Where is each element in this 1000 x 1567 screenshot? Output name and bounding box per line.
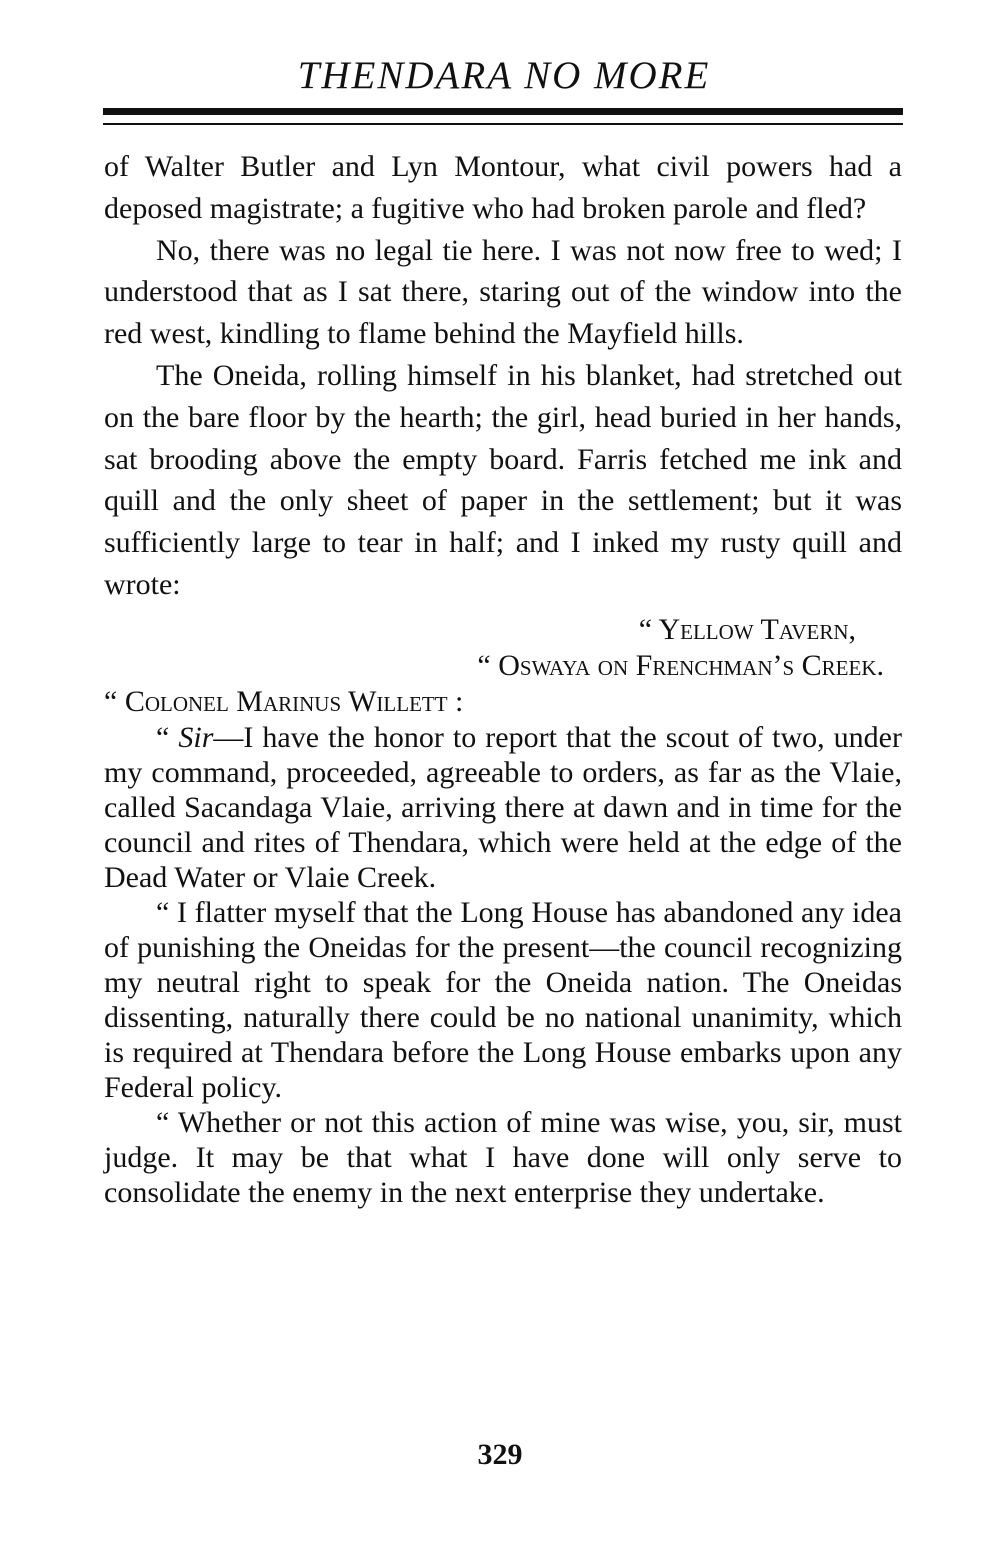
letter-paragraph: “ I flatter myself that the Long House has abandoned any idea of punishing the Oneidas for the present—the council recognizing my neutral right to speak for the Oneida nation. The Oneidas dissenting, naturally there could be no national unanimity, which is required at Thendara before the Long House embarks upon any Federal policy. <box>104 895 902 1104</box>
paragraph-continued: of Walter Butler and Lyn Montour, what civil powers had a deposed magistrate; a fugitive who had broken parole and fled? <box>104 150 902 225</box>
letter-paragraph <box>104 720 902 895</box>
letter-opening-word: Sir <box>178 720 214 754</box>
header-rule-thin <box>103 123 903 125</box>
page-body <box>104 146 902 1210</box>
letter-salutation: “ Colonel Marinus Willett : <box>104 684 464 718</box>
header-rule-thick <box>103 108 903 115</box>
letter-address-line-2: “ Oswaya on Frenchman’s Creek. <box>477 648 884 682</box>
letter-paragraph-text: —I have the honor to report that the scout of two, under my command, proceeded, agreeable to orders, as far as the Vlaie, called Sacandaga Vlaie, arriving there at dawn and in time for the council and rites of Thendara, which were held at the edge of the Dead Water or Vlaie Creek. <box>104 720 902 894</box>
opening-quote: “ <box>156 720 179 754</box>
letter-paragraph: “ Whether or not this action of mine was wise, you, sir, must judge. It may be that what I have done will only serve to consolidate the enemy in the next enterprise they undertake. <box>104 1105 902 1209</box>
letter-address-line-1: “ Yellow Tavern, <box>638 612 856 646</box>
paragraph: No, there was no legal tie here. I was not now free to wed; I understood that as I sat there, staring out of the window into the red west, kindling to flame behind the Mayfield hills. <box>104 233 902 351</box>
running-head-title: THENDARA NO MORE <box>297 54 711 97</box>
page-number: 329 <box>477 1438 523 1471</box>
paragraph: The Oneida, rolling himself in his blanket, had stretched out on the bare floor by the hearth; the girl, head buried in her hands, sat brooding above the empty board. Farris fetched me ink and quill and the only sheet of paper in the settlement; but it was sufficiently large to tear in half; and I inked my rusty quill and wrote: <box>104 358 902 601</box>
